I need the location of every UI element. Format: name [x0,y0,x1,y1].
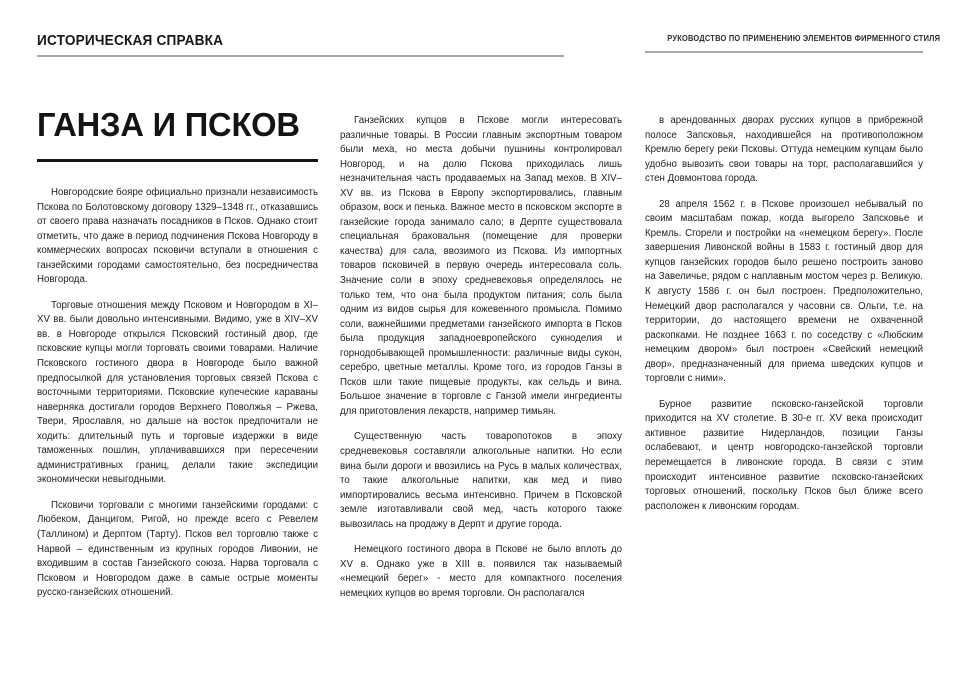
running-head [37,32,941,60]
title-block [37,106,318,162]
text-column-2 [340,114,622,602]
paragraph: Псковичи торговали с многими ганзейскими городами: с Любеком, Данцигом, Ригой, но прежде всего с Ревелем (Таллином) и Дерптом (Тарту). Псков вел торговлю также с Нарвой – единственным из крупных городов Ливонии, не входившим в состав Ганзейского союза. Нарва торговала с Псковом и Новгородом даже в самые острые моменты русско-ганзейских отношений. [37,499,318,599]
section-title: ИСТОРИЧЕСКАЯ СПРАВКА [37,33,224,49]
guide-title: РУКОВОДСТВО ПО ПРИМЕНЕНИЮ ЭЛЕМЕНТОВ ФИРМЕННОГО СТИЛЯ [667,34,941,43]
text-column-1 [37,186,318,601]
running-head-left [37,32,564,57]
paragraph: Существенную часть товаропотоков в эпоху средневековья составляли алкогольные напитки. Но если вина были дороги и ввозились на Русь в малых количествах, то такие алкогольные напитки, как мед и пиво импортировались весьма интенсивно. Причем в Псковской земле изготавливали свой мед, часть которого также вывозилась на продажу в Дерпт и другие города. [340,431,622,530]
paragraph: в арендованных дворах русских купцов в прибрежной полосе Запсковья, находившейся на противоположном Кремлю берегу реки Псковы. Оттуда немецким купцам было удобно вывозить свои товары на торг, располагавшийся у стен Довмонтова города. [645,115,923,185]
running-head-right [645,32,941,53]
text-column-3 [645,114,923,514]
title-rule [37,159,318,162]
paragraph: 28 апреля 1562 г. в Пскове произошел небывалый по своим масштабам пожар, когда выгорело Запсковье и Кремль. Сгорели и постройки на «немецком берегу». После завершения Ливонской войны в 1583 г. гостиный двор для купцов ганзейских городов было решено построить заново на Завеличье, рядом с наплавным мостом через р. Великую. К августу 1586 г. он был построен. Предположительно, Немецкий двор располагался у часовни св. Ольги, т.е. на территории, до настоящего времени не охваченной раскопками. Не позднее 1663 г. по соседству с «Любским немецким двором» был построен «Свейский немецкий двор», предназначенный для приема шведских купцов и торговли с ними». [645,198,923,385]
header-rule-right [645,51,923,53]
header-rule-left [37,55,564,57]
paragraph: Немецкого гостиного двора в Пскове не было вплоть до XV в. Однако уже в XIII в. появился так называемый «немецкий берег» - место для компактного поселения немецких купцов во время торговли. Он располагался [340,544,622,599]
paragraph: Ганзейских купцов в Пскове могли интересовать различные товары. В России главным экспортным товаром были меха, но места добычи пушнины контролировал Новгород, и на долю Пскова приходилась лишь незначительная часть продаваемых на Запад мехов. В XIV–XV вв. из Пскова в Европу экспортировались, главным образом, воск и пенька. Важное место в псковском экспорте в ганзейские города занимало сало; в Дерпте существовала специальная браковальня (помещение для проверки качества) для сала, ввозимого из Пскова. Из импортных товаров псковичей в первую очередь интересовала соль. Значение соли в эпоху средневековья определялось не только тем, что она была продуктом питания; соль была одним из видов сырья для кожевенного промысла. Помимо соли, важнейшими предметами ганзейского импорта в Псков была продукция западноевропейского сукноделия и горнодобывающей промышленности: различные виды сукон, серебро, цветные металлы. Кроме того, из городов Ганзы в Псков шли такие пищевые продукты, как сельдь и вина. Большое значение в торговле с Ганзой имели ингредиенты для приготовления лекарств, например тимьян. [340,115,622,417]
paragraph: Новгородские бояре официально признали независимость Пскова по Болотовскому договору 1329–1348 гг., отказавшись от своего права назначать посадников в Псков. Однако стоит отметить, что даже в период подчинения Пскова Новгороду в коммерческих вопросах псковичи вступали в отношения с ганзейскими городами самостоятельно, без посредничества Новгорода. [37,187,318,286]
paragraph: Бурное развитие псковско-ганзейской торговли приходится на XV столетие. В 30-е гг. XV века происходит активное развитие Нидерландов, позиции Ганзы ослабевают, и центр новгородско-ганзейской торговли перемещается в ливонские города. В связи с этим происходит интенсивное развитие псковско-ганзейских торговых отношений, поскольку Псков был ближе всего расположен к ливонским городам. [645,398,923,512]
page-title: ГАНЗА И ПСКОВ [37,106,300,143]
paragraph: Торговые отношения между Псковом и Новгородом в XI–XV вв. были довольно интенсивными. Видимо, уже в XIV–XV вв. в Новгороде открылся Псковский гостиный двор, где псковские купцы могли торговать своими товарами. Наличие Псковского гостиного двора в Новгороде было важной предпосылкой для установления торговых связей Пскова с восточными территориями. Псковские купеческие караваны наверняка достигали городов Верхнего Поволжья – Ржева, Твери, Ярославля, но дальше на восток предпочитали не ходить: длительный путь и торговые издержки в виде таможенных пошлин, уплачивавшихся при пересечении административных границ, делали такие экспедиции экономически невыгодными. [37,299,318,486]
